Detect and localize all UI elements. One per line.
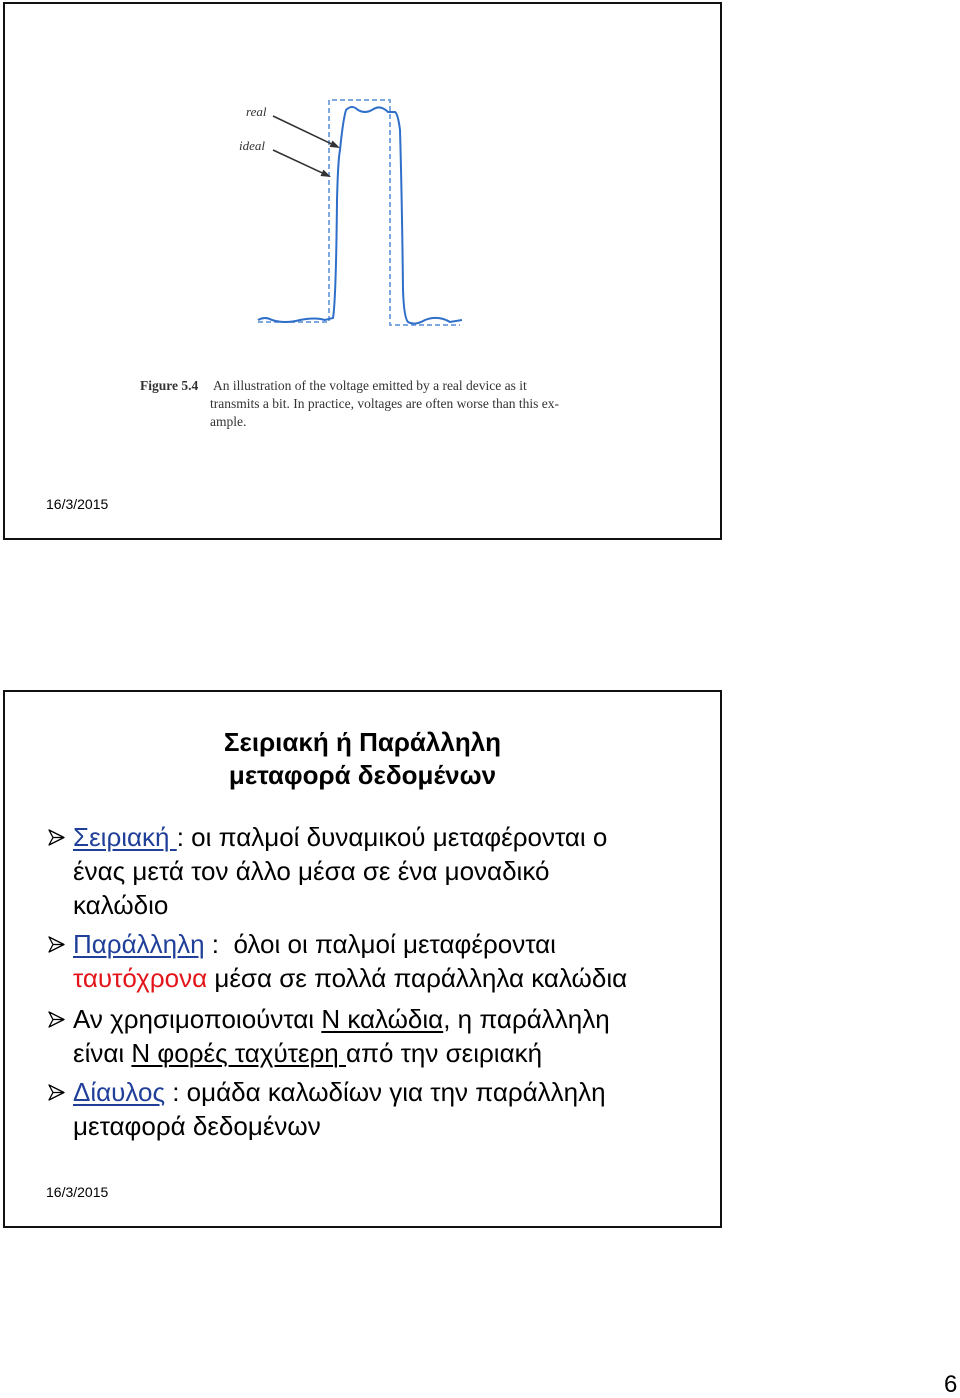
term-bus: Δίαυλος bbox=[73, 1077, 165, 1107]
bullet-line bbox=[73, 961, 627, 995]
bullet-line: ένας μετά τον άλλο μέσα σε ένα μοναδικό bbox=[73, 856, 550, 886]
arrow-bullet-icon bbox=[48, 829, 65, 846]
term-simultaneously: ταυτόχρονα bbox=[73, 963, 208, 993]
bullet-text bbox=[73, 1075, 606, 1143]
bullet-text bbox=[73, 1002, 610, 1070]
text-segment: : οι παλμοί δυναμικού μεταφέρονται ο bbox=[176, 822, 608, 852]
text-segment: Αν χρησιμοποιούνται bbox=[73, 1004, 322, 1034]
term-n-wires: Ν καλώδια bbox=[321, 1004, 444, 1034]
bullet-line: καλώδιο bbox=[73, 890, 169, 920]
text-segment: , η παράλληλη bbox=[443, 1004, 610, 1034]
slide-title-line: Σειριακή ή Παράλληλη bbox=[223, 727, 502, 757]
slide-date: 16/3/2015 bbox=[46, 1184, 109, 1200]
slide-figure bbox=[3, 2, 722, 540]
term-serial: Σειριακή bbox=[73, 822, 177, 852]
caption-line: ample. bbox=[210, 414, 247, 429]
term-n-times-faster: Ν φορές ταχύτερη bbox=[131, 1038, 346, 1068]
bullet-line bbox=[73, 1075, 606, 1109]
arrow-bullet-icon bbox=[48, 1011, 65, 1028]
page-number: 6 bbox=[944, 1371, 958, 1398]
real-pulse-curve bbox=[258, 107, 462, 324]
bullet-line bbox=[73, 1036, 610, 1070]
slide-serial-parallel bbox=[3, 690, 722, 1228]
caption-line: An illustration of the voltage emitted by a real device as it bbox=[213, 378, 527, 393]
ideal-arrow-icon bbox=[273, 150, 331, 177]
slide-date: 16/3/2015 bbox=[46, 496, 109, 512]
bullet-line bbox=[73, 820, 607, 854]
ideal-pulse-line bbox=[258, 100, 460, 325]
bullet-line: μεταφορά δεδομένων bbox=[73, 1111, 321, 1141]
text-segment: από την σειριακή bbox=[346, 1038, 543, 1068]
voltage-pulse-figure bbox=[5, 4, 720, 538]
figure-caption-label: Figure 5.4 bbox=[140, 378, 199, 393]
term-parallel: Παράλληλη bbox=[73, 929, 205, 959]
text-segment: : όλοι οι παλμοί μεταφέρονται bbox=[204, 929, 556, 959]
text-segment: είναι bbox=[73, 1038, 132, 1068]
bullet-line bbox=[73, 1002, 610, 1036]
bullet-text bbox=[73, 820, 607, 922]
text-segment: : ομάδα καλωδίων για την παράλληλη bbox=[165, 1077, 606, 1107]
bullet-text bbox=[73, 927, 627, 995]
arrow-bullet-icon bbox=[48, 936, 65, 953]
bullet-line bbox=[73, 927, 627, 961]
slide-title-line: μεταφορά δεδομένων bbox=[228, 760, 497, 790]
figure-label-real: real bbox=[246, 104, 267, 119]
caption-line: transmits a bit. In practice, voltages are often worse than this ex- bbox=[210, 396, 560, 411]
slide-title bbox=[5, 726, 720, 792]
text-segment: μέσα σε πολλά παράλληλα καλώδια bbox=[207, 963, 628, 993]
figure-caption bbox=[210, 377, 559, 431]
figure-label-ideal: ideal bbox=[239, 138, 265, 153]
arrow-bullet-icon bbox=[48, 1084, 65, 1101]
